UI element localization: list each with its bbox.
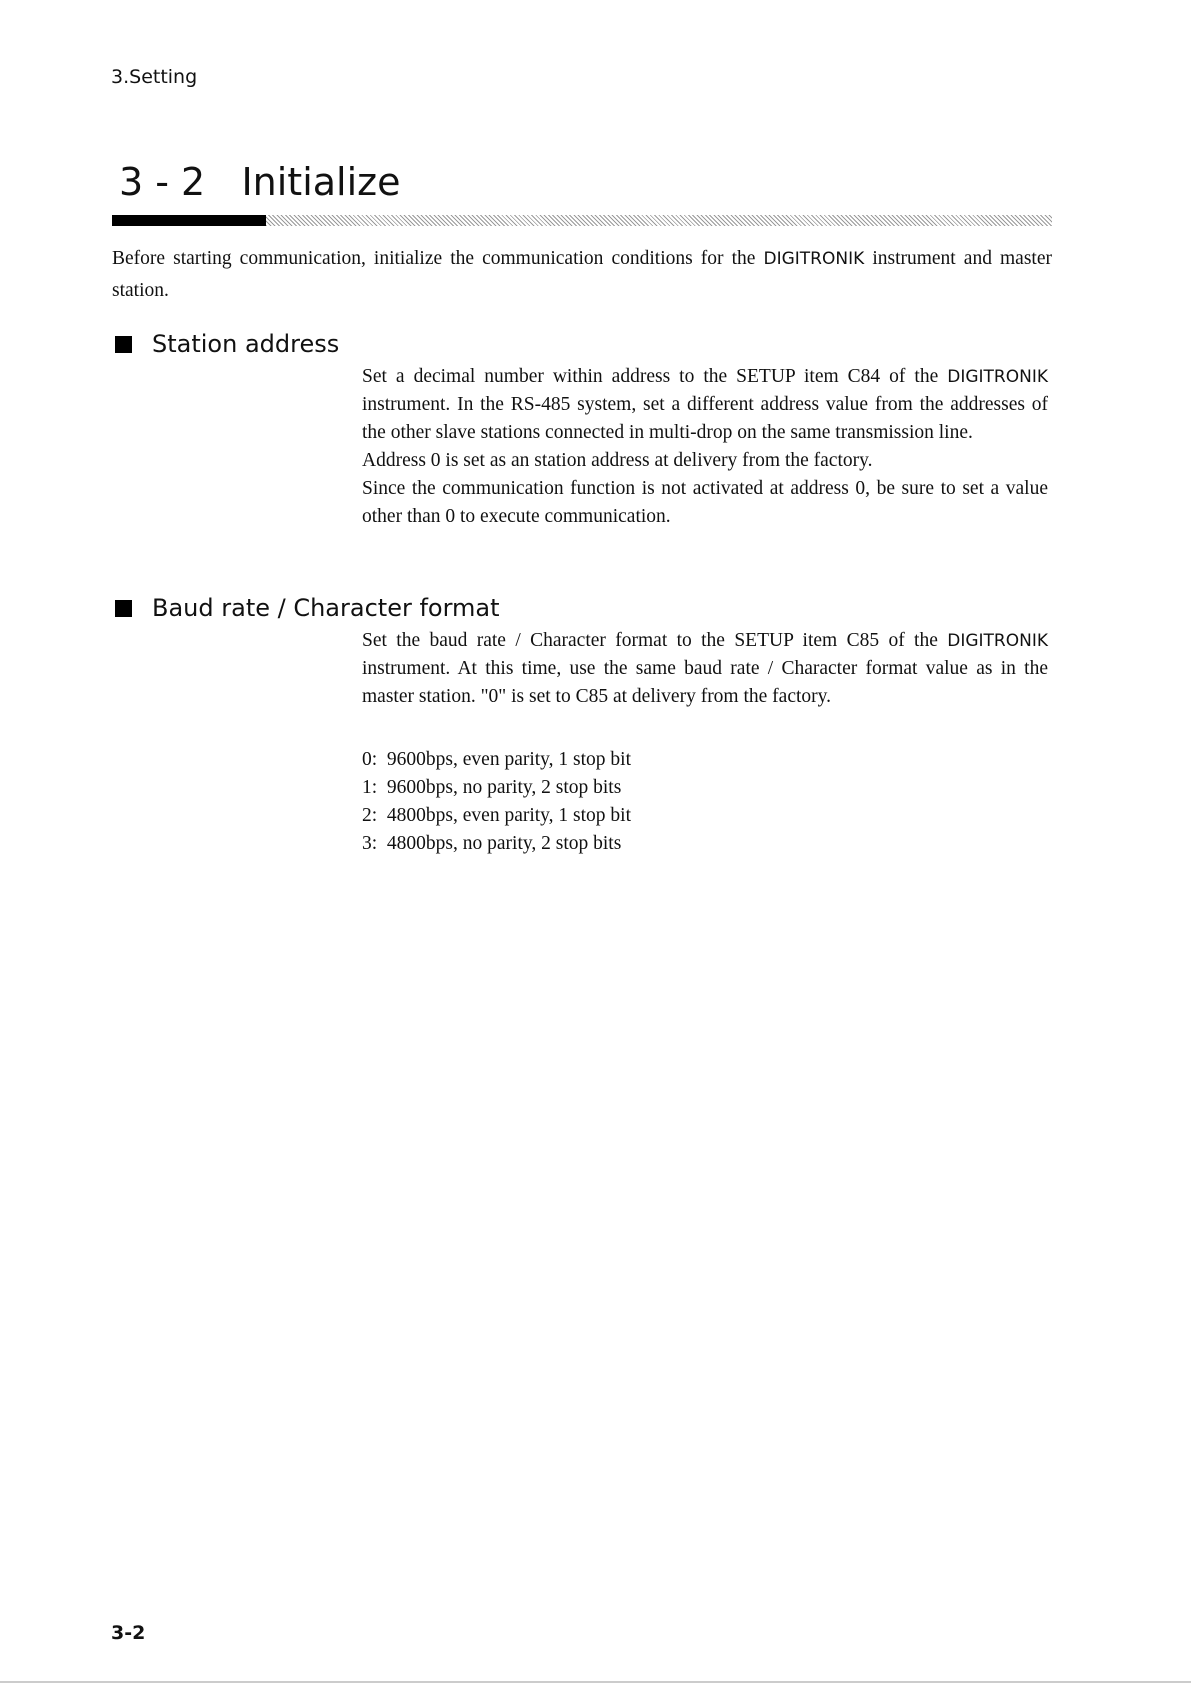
station-address-heading-text: Station address [152,330,340,358]
intro-text-1: Before starting communication, initialize the communication conditions for the [112,248,764,269]
title-rule-solid [112,215,266,226]
station-address-text-2: instrument. In the RS-485 system, set a different address value from the addresses of the other slave stations connected in multi-drop on the same transmission line. [362,394,1048,443]
baud-rate-body [362,627,1048,711]
station-address-paragraph-2: Address 0 is set as an station address at delivery from the factory. [362,450,873,471]
square-bullet-icon [115,336,132,353]
station-address-heading [115,330,339,358]
baud-rate-text-1: Set the baud rate / Character format to the SETUP item C85 of the [362,630,948,651]
station-address-body [362,363,1048,531]
section-title: 3 - 2 Initialize [119,160,401,204]
station-address-paragraph-1 [362,363,1048,447]
title-rule [112,215,1052,226]
page-bottom-edge [0,1681,1191,1683]
station-address-brand: DIGITRONIK [947,367,1048,387]
list-item: 3: 4800bps, no parity, 2 stop bits [362,833,622,854]
intro-paragraph [112,243,1052,306]
list-item: 0: 9600bps, even parity, 1 stop bit [362,749,632,770]
station-address-paragraph-3: Since the communication function is not activated at address 0, be sure to set a value other than 0 to execute communication. [362,478,1048,527]
baud-rate-heading-text: Baud rate / Character format [152,594,500,622]
station-address-text-1: Set a decimal number within address to the SETUP item C84 of the [362,366,948,387]
running-head: 3.Setting [111,66,198,88]
list-item: 1: 9600bps, no parity, 2 stop bits [362,777,622,798]
baud-rate-text-2: instrument. At this time, use the same baud rate / Character format value as in the master station. "0" is set to C85 at delivery from the factory. [362,658,1048,707]
intro-brand: DIGITRONIK [763,249,865,269]
baud-rate-paragraph-1 [362,627,1048,711]
baud-rate-heading [115,594,500,622]
baud-rate-brand: DIGITRONIK [947,631,1048,651]
page-number: 3-2 [111,1622,146,1644]
list-item: 2: 4800bps, even parity, 1 stop bit [362,805,632,826]
intro-text-2: instrument and master station. [112,248,1052,301]
square-bullet-icon [115,600,132,617]
title-rule-shaded [266,215,1052,226]
baud-rate-options-list [362,746,631,858]
